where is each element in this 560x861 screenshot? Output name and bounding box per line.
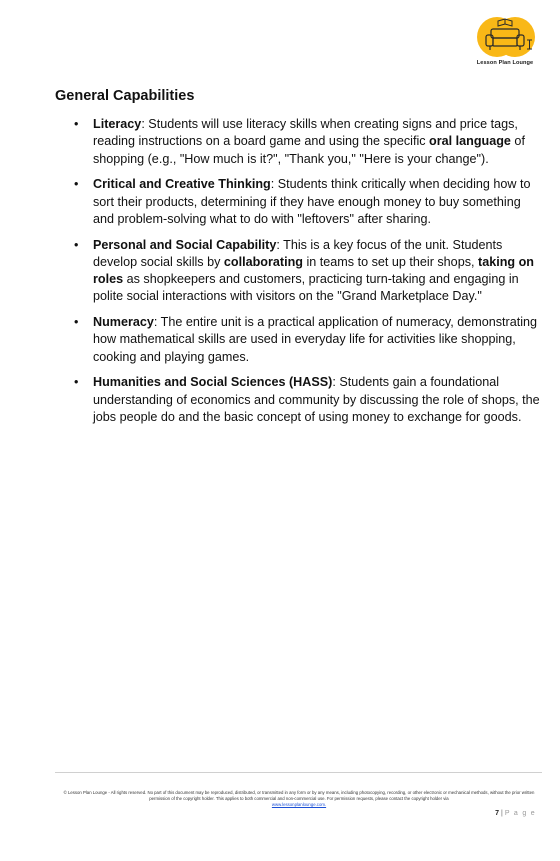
- capability-text: as shopkeepers and customers, practicing turn-taking and engaging in polite social interactions with visitors on the "Grand Marketplace Day.": [93, 272, 519, 304]
- brand-logo: [470, 16, 540, 70]
- capability-text: : The entire unit is a practical application of numeracy, demonstrating how mathematical skills are used in everyday life for activities like shopping, cooking and playing games.: [93, 315, 538, 364]
- capability-term: Personal and Social Capability: [93, 237, 277, 252]
- capability-text: in teams to set up their shops,: [302, 254, 478, 269]
- capability-emphasis: oral language: [429, 134, 511, 149]
- copyright-notice: © Lesson Plan Lounge - All rights reserved. No part of this document may be reproduced, distributed, or transmitted in any form or by any means, including photocopying, recording, or other electronic or mechanical methods, without the prior written permission of the copyright holder. This applies to both commercial and non-commercial use. For permission requests, please contact the copyright holder via: [63, 790, 535, 801]
- list-item-critical-creative-thinking: [74, 176, 540, 228]
- capability-text: : Students think critically when deciding how to sort their products, determining if they have enough money to buy something and problem-solving what to do with "leftovers" after sharing.: [93, 177, 531, 226]
- logo-wordmark: Lesson Plan Lounge: [476, 60, 534, 66]
- capabilities-list: [74, 116, 540, 435]
- capability-emphasis: taking on roles: [93, 254, 534, 287]
- capability-text: : This is a key focus of the unit. Students develop social skills by: [93, 237, 503, 269]
- bullet-icon: •: [74, 237, 79, 252]
- list-item-hass: [74, 374, 540, 426]
- footer-divider: [55, 772, 542, 773]
- bullet-icon: •: [74, 375, 79, 390]
- section-title: General Capabilities: [55, 88, 195, 104]
- list-item-literacy: [74, 116, 540, 168]
- capability-text: : Students will use literacy skills when creating signs and price tags, reading instructions on a board game and using the specific: [93, 117, 518, 149]
- page-number: [495, 810, 536, 817]
- list-item-numeracy: [74, 314, 540, 366]
- capability-text: : Students gain a foundational understanding of economics and community by discussing the role of shops, the jobs people do and the basic concept of using money to exchange for goods.: [93, 375, 540, 425]
- footer-copyright: [56, 790, 542, 807]
- lounge-sofa-icon: [474, 16, 536, 60]
- capability-emphasis: collaborating: [223, 254, 303, 269]
- bullet-icon: •: [74, 315, 79, 330]
- capability-term: Numeracy: [93, 315, 154, 330]
- page-number-value: 7: [495, 810, 500, 817]
- bullet-icon: •: [74, 117, 79, 131]
- website-link[interactable]: www.lessonplanlounge.com.: [271, 801, 327, 807]
- capability-term: Humanities and Social Sciences (HASS): [93, 375, 333, 390]
- capability-text: of shopping (e.g., "How much is it?", "Thank you," "Here is your change").: [93, 134, 525, 166]
- capability-term: Critical and Creative Thinking: [93, 177, 271, 192]
- capability-term: Literacy: [93, 117, 142, 131]
- page-word: P a g e: [504, 810, 536, 817]
- bullet-icon: •: [74, 177, 79, 192]
- list-item-personal-social-capability: [74, 237, 540, 306]
- page-number-separator: |: [501, 810, 503, 817]
